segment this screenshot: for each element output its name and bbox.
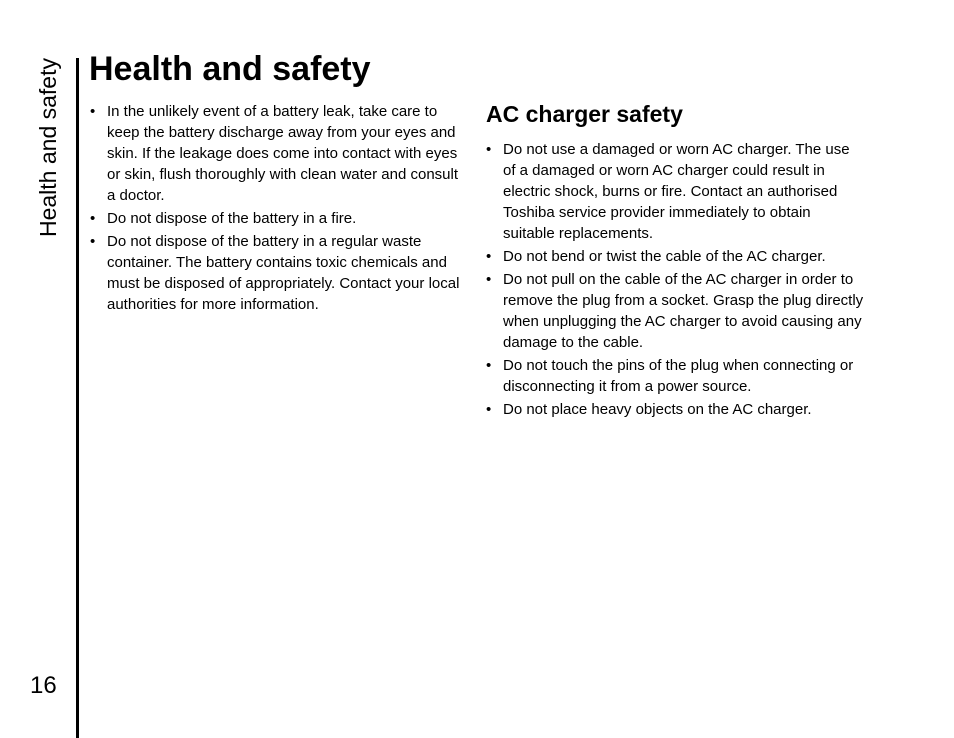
right-column — [486, 99, 866, 422]
page-title: Health and safety — [89, 50, 371, 88]
left-column — [90, 101, 470, 317]
list-item — [486, 139, 866, 244]
margin-rule — [76, 58, 79, 738]
list-item-text: Do not use a damaged or worn AC charger. The use of a damaged or worn AC charger could result in electric shock, burns or fire. Contact an authorised Toshiba service provider immediately to obtain suitable replacements. — [503, 141, 850, 242]
ac-charger-safety-list — [486, 139, 866, 420]
bullet-icon: • — [486, 248, 492, 265]
bullet-icon: • — [90, 210, 96, 227]
list-item-text: Do not dispose of the battery in a regular waste container. The battery contains toxic chemicals and must be disposed of appropriately. Contact your local authorities for more information. — [107, 233, 460, 313]
bullet-icon: • — [90, 233, 96, 250]
list-item — [486, 399, 866, 420]
page-number: 16 — [30, 672, 57, 699]
list-item — [486, 246, 866, 267]
list-item — [90, 231, 470, 315]
list-item-text: Do not pull on the cable of the AC charger in order to remove the plug from a socket. Grasp the plug directly when unplugging the AC charger to avoid causing any damage to the cable. — [503, 271, 864, 351]
bullet-icon: • — [486, 141, 492, 158]
list-item — [90, 208, 470, 229]
list-item-text: Do not bend or twist the cable of the AC charger. — [503, 248, 826, 265]
list-item-text: Do not touch the pins of the plug when connecting or disconnecting it from a power source. — [503, 357, 854, 395]
side-section-label: Health and safety — [35, 58, 61, 238]
bullet-icon: • — [90, 103, 96, 120]
list-item — [486, 355, 866, 397]
section-heading: AC charger safety — [486, 101, 683, 127]
list-item — [90, 101, 470, 206]
bullet-icon: • — [486, 401, 492, 418]
list-item-text: In the unlikely event of a battery leak, take care to keep the battery discharge away from your eyes and skin. If the leakage does come into contact with eyes or skin, flush thoroughly with clean water and consult a doctor. — [107, 103, 459, 204]
battery-safety-list — [90, 101, 470, 315]
list-item — [486, 269, 866, 353]
list-item-text: Do not place heavy objects on the AC charger. — [503, 401, 812, 418]
bullet-icon: • — [486, 357, 492, 374]
list-item-text: Do not dispose of the battery in a fire. — [107, 210, 357, 227]
bullet-icon: • — [486, 271, 492, 288]
